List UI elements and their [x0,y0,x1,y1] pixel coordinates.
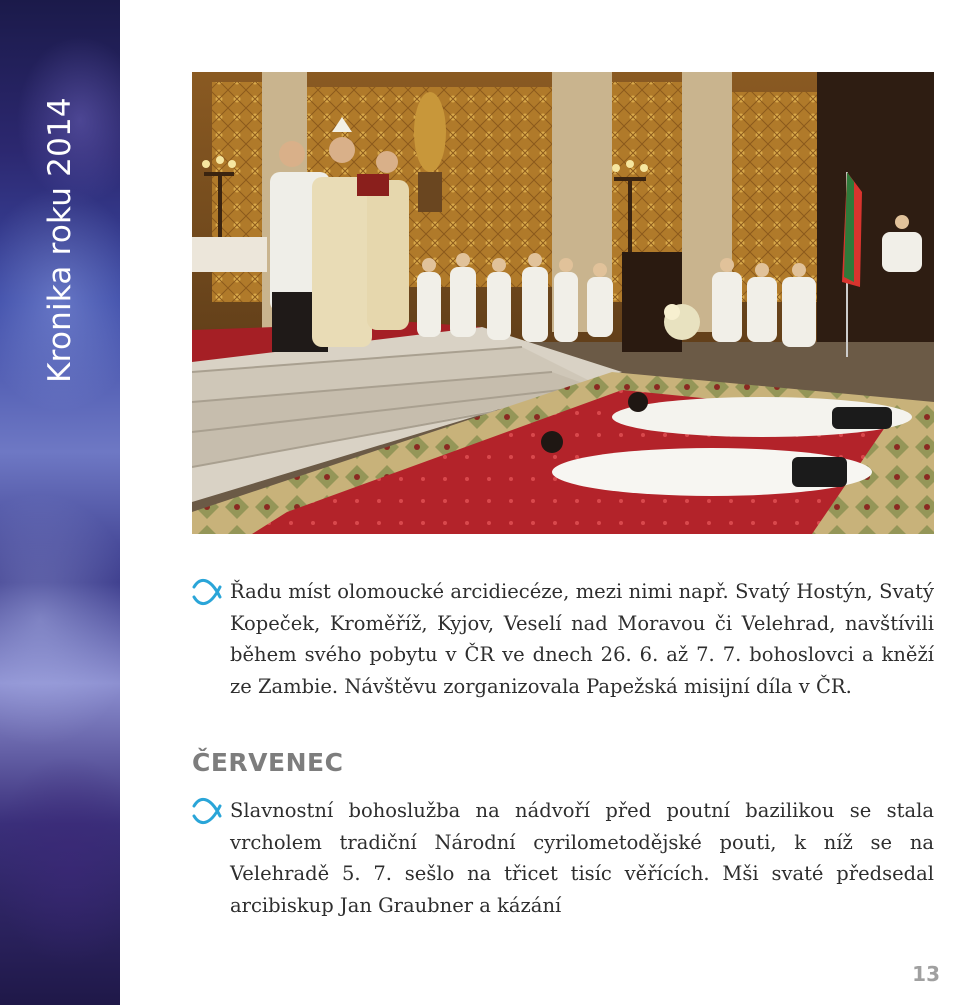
sidebar-title: Kronika roku 2014 [42,97,78,383]
fish-bullet-icon [192,578,222,606]
page-number: 13 [912,962,940,986]
photo-ordination-ceremony [192,72,934,534]
news-item [192,795,934,921]
news-item-text: Řadu míst olomoucké arcidiecéze, mezi nimi např. Svatý Hostýn, Svatý Kopeček, Kroměříž, Kyjov, Veselí nad Moravou či Velehrad, navštívili během svého pobytu v ČR ve dnech 26. 6. až 7. 7. bohoslovci a kněží ze Zambie. Návštěvu zorganizovala Papežská misijní díla v ČR. [230,580,934,698]
fish-bullet-icon [192,797,222,825]
section-heading: ČERVENEC [192,748,344,777]
news-item [192,576,934,702]
photo-illustration [192,72,934,534]
sidebar-band [0,0,120,1005]
news-item-text: Slavnostní bohoslužba na nádvoří před poutní bazilikou se stala vrcholem tradiční Národní cyrilometodějské pouti, k níž se na Velehradě 5. 7. sešlo na třicet tisíc věřících. Mši svaté předsedal arcibiskup Jan Graubner a kázání [230,799,934,917]
